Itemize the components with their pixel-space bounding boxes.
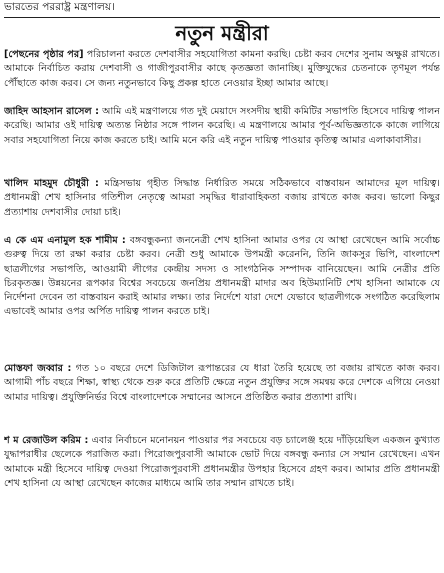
paragraph-text: গত ১০ বছরে দেশে ডিজিটাল রূপান্তরের যে ধারা তৈরি হয়েছে তা বজায় রাখতে কাজ করব। আগামী পাঁচ বছরে শিক্ষা, স্বাস্থ্য থেকে শুরু করে প্রতিটি ক্ষেত্রে নতুন প্রযুক্তির সঙ্গে সমন্বয় করে দেশকে এগিয়ে নেওয়া আমার দায়িত্ব। প্রযুক্তিনির্ভর বিশ্বে বাংলাদেশকে সম্মানের আসনে প্রতিষ্ঠিত করার প্রত্যাশা রাখি। bbox=[4, 363, 440, 403]
paragraph-text: আমি এই মন্ত্রণালয়ে গত দুই মেয়াদে সংসদীয় স্থায়ী কমিটির সভাপতি হিসেবে দায়িত্ব পালন করেছি। আমার ওই দায়িত্ব অত্যন্ত নিষ্ঠার সঙ্গে পালন করেছি। এ মন্ত্রণালয়ে আমার পূর্ব-অভিজ্ঞতাকে কাজে লাগিয়ে সবার সহযোগিতা নিয়ে কাজ করতে চাই। আমি মনে করি এই নতুন দায়িত্ব পাওয়ার কৃতিত্ব আমার এলাকাবাসীর। bbox=[4, 106, 440, 146]
continuation-marker: [পেছনের পৃষ্ঠার পর] bbox=[4, 49, 84, 60]
paragraph-continuation bbox=[4, 48, 440, 105]
paragraph-zahid-ahsan-russel bbox=[4, 105, 440, 177]
paragraph-text: মন্ত্রিসভায় গৃহীত সিদ্ধান্ত নির্ধারিত সময়ে সঠিকভাবে বাস্তবায়ন আমাদের মূল দায়িত্ব। প্রধানমন্ত্রী শেখ হাসিনার গতিশীল নেতৃত্বে আমরা সমৃদ্ধির ধারাবাহিকতা বজায় রাখতে কাজ করব। ভালো কিছুর প্রত্যাশায় দেশবাসীর দোয়া চাই। bbox=[4, 178, 440, 218]
speaker-name: খালিদ মাহমুদ চৌধুরী : bbox=[4, 178, 99, 189]
paragraph-mustafa-jabbar bbox=[4, 362, 440, 434]
paragraph-text: এবার নির্বাচনে মনোনয়ন পাওয়ার পর সবচেয়ে বড় চ্যালেঞ্জ হয়ে দাঁড়িয়েছিল একজন কুখ্যাত যুদ্ধাপরাধীর ছেলেকে পরাজিত করা। পিরোজপুরবাসী আমাকে ভোট দিয়ে বঙ্গবন্ধু কন্যার সে সম্মান রেখেছেন। এখন আমাকে মন্ত্রী হিসেবে দায়িত্ব দেওয়া পিরোজপুরবাসী প্রধানমন্ত্রীর উপহার হিসেবে গ্রহণ করব। আমার প্রতি প্রধানমন্ত্রী শেখ হাসিনা যে আস্থা রেখেছেন কাজের মাধ্যমে আমি তার সম্মান রাখতে চাই। bbox=[4, 435, 440, 489]
paragraph-text: পরিচালনা করতে দেশবাসীর সহযোগিতা কামনা করছি। চেষ্টা করব দেশের সুনাম অক্ষুণ্ণ রাখতে। আমাকে নির্বাচিত করায় দেশবাসী ও গাজীপুরবাসীর কাছে কৃতজ্ঞতা জানাচ্ছি। মুক্তিযুদ্ধের চেতনাকে তৃণমূল পর্যন্ত পৌঁছাতে কাজ করব। সে জন্য নতুনভাবে কিছু প্রকল্প হাতে নেওয়ার ইচ্ছা আমার আছে। bbox=[4, 49, 440, 89]
paragraph-khalid-mahmud-chowdhury bbox=[4, 177, 440, 234]
paragraph-text: বঙ্গবন্ধুকন্যা জননেত্রী শেখ হাসিনা আমার ওপর যে আস্থা রেখেছেন আমি সর্বোচ্চ গুরুত্ব দিয়ে তা রক্ষা করার চেষ্টা করব। নেত্রী শুধু আমাকে উপমন্ত্রী করেননি, তিনি জাকসুর ভিপি, বাংলাদেশ ছাত্রলীগের সভাপতি, আওয়ামী লীগের কেন্দ্রীয় সদস্য ও সাংগঠনিক সম্পাদক বানিয়েছেন। আমি নেত্রীর প্রতি চিরকৃতজ্ঞ। উন্নয়নের রূপকার বিশ্বের সবচেয়ে জনপ্রিয় প্রধানমন্ত্রী মাদার অব হিউম্যানিটি শেখ হাসিনা আমাকে যে নির্দেশনা দেবেন তা বাস্তবায়ন করাই আমার লক্ষ্য। তার নির্দেশে যারা দেশে যেভাবে ছাত্রলীগকে সংগঠিত করেছিলাম এভাবেই আমার ওপর অর্পিত দায়িত্ব পালন করতে চাই। bbox=[4, 235, 440, 318]
continued-text-line: ভারতের পররাষ্ট্র মন্ত্রণালয়। bbox=[4, 1, 115, 13]
section-divider bbox=[4, 17, 440, 18]
speaker-name: মোস্তফা জব্বার : bbox=[4, 363, 72, 374]
paragraph-enamul-haque-shamim bbox=[4, 234, 440, 362]
headline: নতুন মন্ত্রীরা bbox=[175, 21, 269, 45]
paragraph-sm-rezaul-karim bbox=[4, 434, 440, 534]
speaker-name: এ কে এম এনামুল হক শামীম : bbox=[4, 235, 126, 246]
speaker-name: জাহিদ আহসান রাসেল : bbox=[4, 106, 99, 117]
article-page bbox=[4, 0, 440, 573]
speaker-name: শ ম রেজাউল করিম : bbox=[4, 435, 89, 446]
